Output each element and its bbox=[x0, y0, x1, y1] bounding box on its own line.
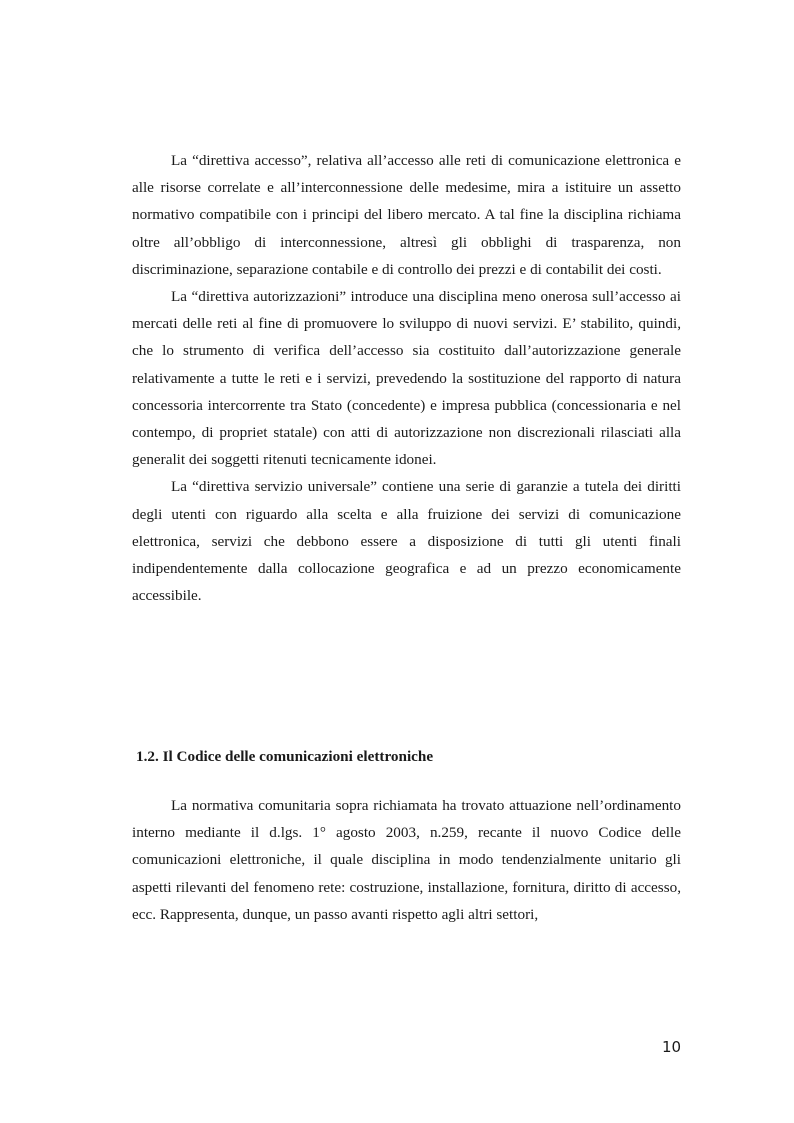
paragraph-codice-comunicazioni: La normativa comunitaria sopra richiamata ha trovato attuazione nell’ordinamento interno mediante il d.lgs. 1° agosto 2003, n.259, recante il nuovo Codice delle comunicazioni elettroniche, il quale disciplina in modo tendenzialmente unitario gli aspetti rilevanti del fenomeno rete: costruzione, installazione, fornitura, diritto di accesso, ecc. Rappresenta, dunque, un passo avanti rispetto agli altri settori, bbox=[132, 797, 681, 923]
paragraph-direttiva-autorizzazioni: La “direttiva autorizzazioni” introduce una disciplina meno onerosa sull’accesso ai mercati delle reti al fine di promuovere lo sviluppo di nuovi servizi. E’ stabilito, quindi, che lo strumento di verifica dell’accesso sia costituito dall’autorizzazione generale relativamente a tutte le reti e i servizi, prevedendo la sostituzione del rapporto di natura concessoria intercorrente tra Stato (concedente) e impresa pubblica (concessionaria e nel contempo, di propriet statale) con atti di autorizzazione non discrezionali rilasciati alla generalit dei soggetti ritenuti tecnicamente idonei. bbox=[132, 288, 681, 469]
section-heading: 1.2. Il Codice delle comunicazioni elettroniche bbox=[136, 748, 434, 765]
section-2-body bbox=[132, 792, 681, 928]
paragraph-direttiva-servizio-universale: La “direttiva servizio universale” contiene una serie di garanzie a tutela dei diritti degli utenti con riguardo alla scelta e alla fruizione dei servizi di comunicazione elettronica, servizi che debbono essere a disposizione di tutti gli utenti finali indipendentemente dalla collocazione geografica e ad un prezzo economicamente accessibile. bbox=[132, 478, 681, 605]
page-number: 10 bbox=[662, 1038, 682, 1056]
section-1-body bbox=[132, 147, 681, 609]
paragraph-direttiva-accesso: La “direttiva accesso”, relativa all’accesso alle reti di comunicazione elettronica e alle risorse correlate e all’interconnessione delle medesime, mira a istituire un assetto normativo compatibile con i principi del libero mercato. A tal fine la disciplina richiama oltre all’obbligo di interconnessione, altresì gli obblighi di trasparenza, non discriminazione, separazione contabile e di controllo dei prezzi e di contabilit dei costi. bbox=[132, 152, 681, 278]
